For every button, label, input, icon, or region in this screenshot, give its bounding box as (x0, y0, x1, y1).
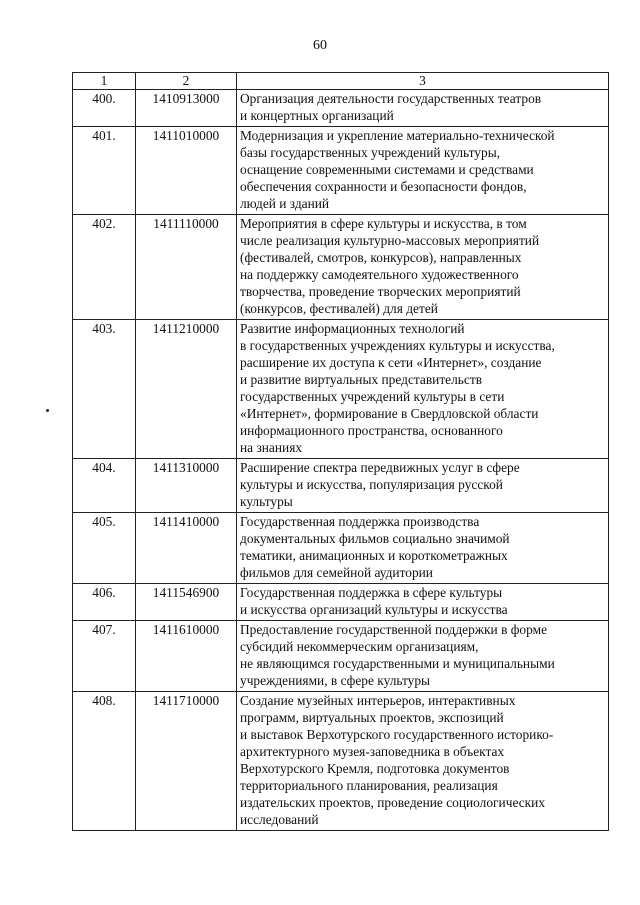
description-line: и развитие виртуальных представительств (240, 372, 483, 387)
column-header-3: 3 (237, 73, 609, 90)
description-line: культуры и искусства, популяризация русской (240, 477, 503, 492)
table-row (73, 127, 609, 215)
description-line: культуры (240, 494, 293, 509)
description-line: исследований (240, 812, 319, 827)
row-number: 401. (73, 127, 136, 215)
description-line: программ, виртуальных проектов, экспозиций (240, 710, 504, 725)
item-description (237, 459, 609, 513)
description-line: в государственных учреждениях культуры и искусства, (240, 338, 555, 353)
description-line: учреждениями, в сфере культуры (240, 673, 431, 688)
description-line: числе реализация культурно-массовых мероприятий (240, 233, 540, 248)
table-row (73, 459, 609, 513)
budget-code: 1411010000 (136, 127, 237, 215)
description-line: Верхотурского Кремля, подготовка документов (240, 761, 510, 776)
description-line: территориального планирования, реализация (240, 778, 498, 793)
item-description (237, 621, 609, 692)
description-line: на знаниях (240, 440, 303, 455)
budget-code: 1411310000 (136, 459, 237, 513)
description-line: Государственная поддержка в сфере культуры (240, 585, 503, 600)
table-row (73, 215, 609, 320)
description-line: фильмов для семейной аудитории (240, 565, 433, 580)
budget-code: 1411710000 (136, 692, 237, 831)
table-row (73, 621, 609, 692)
table-header-row (73, 73, 609, 90)
row-number: 405. (73, 513, 136, 584)
description-line: и выставок Верхотурского государственного историко- (240, 727, 554, 742)
description-line: Мероприятия в сфере культуры и искусства, в том (240, 216, 527, 231)
row-number: 407. (73, 621, 136, 692)
description-line: Предоставление государственной поддержки в форме (240, 622, 548, 637)
description-line: (фестивалей, смотров, конкурсов), направленных (240, 250, 522, 265)
description-line: «Интернет», формирование в Свердловской области (240, 406, 539, 421)
description-line: на поддержку самодеятельного художественного (240, 267, 519, 282)
description-line: Расширение спектра передвижных услуг в сфере (240, 460, 520, 475)
description-line: издательских проектов, проведение социологических (240, 795, 546, 810)
table-row (73, 692, 609, 831)
description-line: и концертных организаций (240, 108, 394, 123)
budget-code: 1411110000 (136, 215, 237, 320)
item-description (237, 215, 609, 320)
description-line: документальных фильмов социально значимой (240, 531, 510, 546)
description-line: Организация деятельности государственных театров (240, 91, 542, 106)
description-line: базы государственных учреждений культуры, (240, 145, 501, 160)
description-line: информационного пространства, основанного (240, 423, 503, 438)
row-number: 402. (73, 215, 136, 320)
description-line: не являющимся государственными и муниципальными (240, 656, 555, 671)
description-line: Модернизация и укрепление материально-технической (240, 128, 555, 143)
item-description (237, 513, 609, 584)
column-header-2: 2 (136, 73, 237, 90)
row-number: 406. (73, 584, 136, 621)
description-line: архитектурного музея-заповедника в объектах (240, 744, 505, 759)
budget-code: 1411210000 (136, 320, 237, 459)
description-line: и искусства организаций культуры и искусства (240, 602, 508, 617)
description-line: Создание музейных интерьеров, интерактивных (240, 693, 516, 708)
description-line: субсидий некоммерческим организациям, (240, 639, 479, 654)
table-row (73, 513, 609, 584)
description-line: Развитие информационных технологий (240, 321, 465, 336)
row-number: 404. (73, 459, 136, 513)
description-line: Государственная поддержка производства (240, 514, 480, 529)
budget-code: 1410913000 (136, 90, 237, 127)
item-description (237, 90, 609, 127)
stray-mark (46, 409, 49, 412)
table-row (73, 320, 609, 459)
row-number: 408. (73, 692, 136, 831)
description-line: людей и зданий (240, 196, 330, 211)
page-number: 60 (313, 38, 327, 53)
budget-code: 1411546900 (136, 584, 237, 621)
item-description (237, 127, 609, 215)
budget-code: 1411610000 (136, 621, 237, 692)
description-line: оснащение современными системами и средствами (240, 162, 534, 177)
description-line: тематики, анимационных и короткометражных (240, 548, 508, 563)
budget-code: 1411410000 (136, 513, 237, 584)
table-row (73, 584, 609, 621)
description-line: обеспечения сохранности и безопасности фондов, (240, 179, 527, 194)
column-header-1: 1 (73, 73, 136, 90)
budget-code-table (72, 72, 609, 831)
description-line: расширение их доступа к сети «Интернет», создание (240, 355, 542, 370)
item-description (237, 692, 609, 831)
row-number: 403. (73, 320, 136, 459)
description-line: государственных учреждений культуры в сети (240, 389, 505, 404)
table-row (73, 90, 609, 127)
item-description (237, 320, 609, 459)
row-number: 400. (73, 90, 136, 127)
item-description (237, 584, 609, 621)
description-line: творчества, проведение творческих мероприятий (240, 284, 521, 299)
description-line: (конкурсов, фестивалей) для детей (240, 301, 438, 316)
